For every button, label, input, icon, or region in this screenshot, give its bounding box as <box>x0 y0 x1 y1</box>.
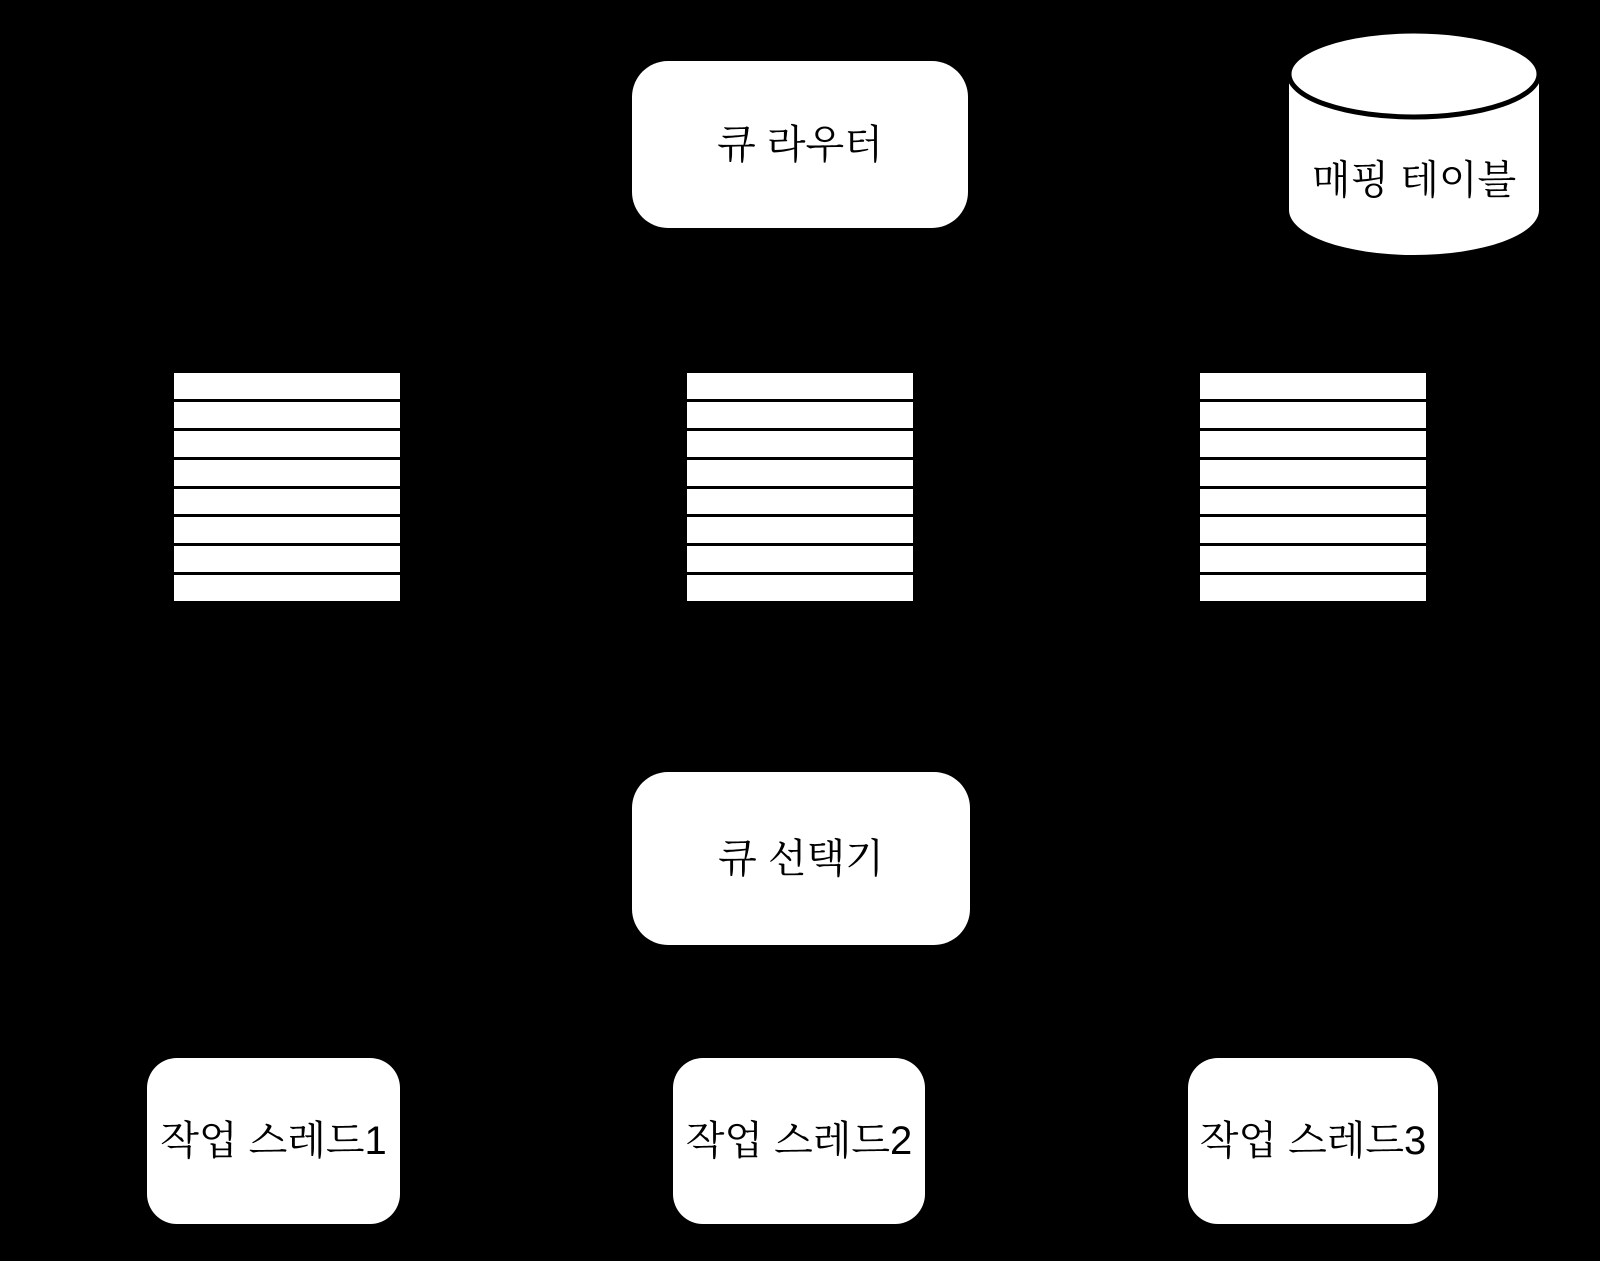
queue-slot <box>174 431 400 457</box>
queue-slot <box>1200 546 1426 572</box>
queue-slot <box>174 460 400 486</box>
queue-slot <box>174 517 400 543</box>
queue-3-node <box>1200 373 1426 601</box>
worker-thread-2-node <box>673 1058 925 1224</box>
queue-2-node <box>687 373 913 601</box>
queue-slot <box>1200 460 1426 486</box>
worker-thread-2-label: 작업 스레드2 <box>685 1119 913 1163</box>
queue-selector-label: 큐 선택기 <box>718 836 884 881</box>
queue-router-label: 큐 라우터 <box>717 122 883 167</box>
queue-slot <box>1200 373 1426 399</box>
mapping-table-label: 매핑 테이블 <box>1311 158 1517 203</box>
queue-slot <box>687 517 913 543</box>
worker-thread-3-node <box>1188 1058 1438 1224</box>
queue-slot <box>174 575 400 601</box>
queue-slot <box>687 460 913 486</box>
queue-slot <box>1200 575 1426 601</box>
queue-router-node <box>632 61 968 228</box>
database-cylinder-icon <box>1286 28 1542 257</box>
queue-slot <box>174 402 400 428</box>
queue-1-node <box>174 373 400 601</box>
worker-thread-1-label: 작업 스레드1 <box>160 1119 387 1163</box>
queue-slot <box>687 546 913 572</box>
worker-thread-3-label: 작업 스레드3 <box>1199 1119 1427 1163</box>
queue-slot <box>174 489 400 515</box>
queue-slot <box>687 575 913 601</box>
queue-slot <box>687 402 913 428</box>
queue-slot <box>687 373 913 399</box>
queue-slot <box>174 546 400 572</box>
queue-slot <box>1200 489 1426 515</box>
queue-slot <box>1200 517 1426 543</box>
worker-thread-1-node <box>147 1058 400 1224</box>
queue-selector-node <box>632 772 970 945</box>
queue-slot <box>1200 431 1426 457</box>
queue-slot <box>174 373 400 399</box>
mapping-table-node <box>1286 28 1542 257</box>
queue-slot <box>1200 402 1426 428</box>
queue-slot <box>687 431 913 457</box>
queue-slot <box>687 489 913 515</box>
